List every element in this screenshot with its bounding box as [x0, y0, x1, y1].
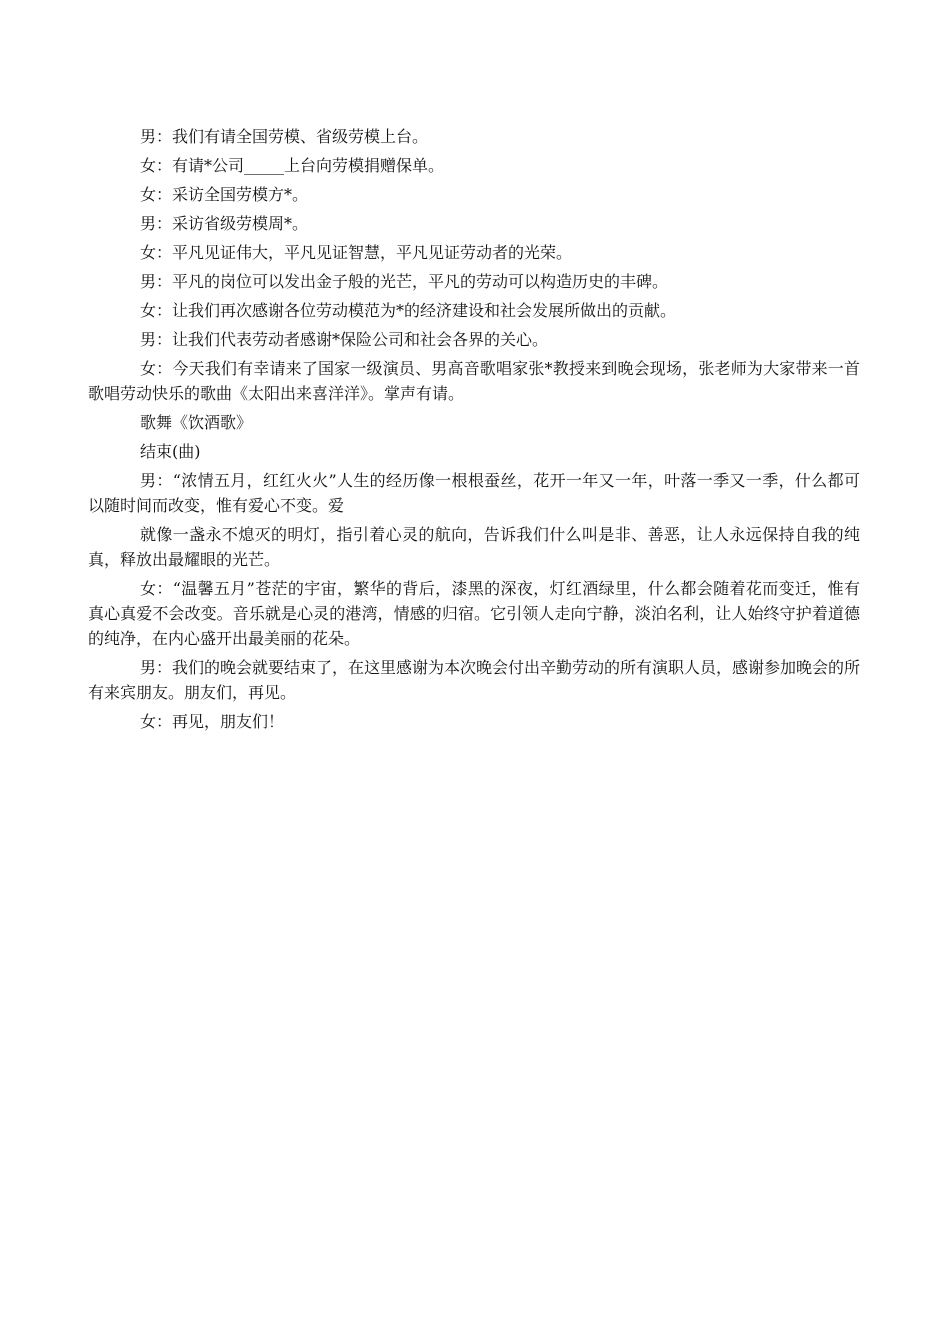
paragraph-14: 女：“温馨五月”苍茫的宇宙，繁华的背后，漆黑的深夜，灯红酒绿里，什么都会随着花而变迁，惟有真心真爱不会改变。音乐就是心灵的港湾，情感的归宿。它引领人走向宁静，淡泊名利，让人始终守护着道德的纯净，在内心盛开出最美丽的花朵。 — [88, 579, 860, 648]
paragraph-1: 男：我们有请全国劳模、省级劳模上台。 — [140, 127, 429, 146]
paragraph-9: 女：今天我们有幸请来了国家一级演员、男高音歌唱家张*教授来到晚会现场，张老师为大家带来一首歌唱劳动快乐的歌曲《太阳出来喜洋洋》。掌声有请。 — [88, 359, 860, 403]
paragraph-16: 女：再见，朋友们！ — [140, 712, 285, 731]
paragraph-11: 结束(曲) — [140, 442, 201, 461]
paragraph-6: 男：平凡的岗位可以发出金子般的光芒，平凡的劳动可以构造历史的丰碑。 — [140, 272, 669, 291]
paragraph-15: 男：我们的晚会就要结束了，在这里感谢为本次晚会付出辛勤劳动的所有演职人员，感谢参加晚会的所有来宾朋友。朋友们，再见。 — [88, 658, 861, 702]
paragraph-2: 女：有请*公司_____上台向劳模捐赠保单。 — [140, 156, 445, 175]
paragraph-7: 女：让我们再次感谢各位劳动模范为*的经济建设和社会发展所做出的贡献。 — [140, 301, 677, 320]
paragraph-12: 男：“浓情五月，红红火火”人生的经历像一根根蚕丝，花开一年又一年，叶落一季又一季，什么都可以随时间而改变，惟有爱心不变。爱 — [88, 471, 860, 515]
paragraph-13: 就像一盏永不熄灭的明灯，指引着心灵的航向，告诉我们什么叫是非、善恶，让人永远保持自我的纯真，释放出最耀眼的光芒。 — [88, 525, 860, 569]
paragraph-3: 女：采访全国劳模方*。 — [140, 185, 309, 204]
paragraph-10: 歌舞《饮酒歌》 — [140, 413, 253, 432]
paragraph-5: 女：平凡见证伟大，平凡见证智慧，平凡见证劳动者的光荣。 — [140, 243, 573, 262]
paragraph-8: 男：让我们代表劳动者感谢*保险公司和社会各界的关心。 — [140, 330, 549, 349]
paragraph-4: 男：采访省级劳模周*。 — [140, 214, 309, 233]
document-body — [88, 124, 860, 738]
